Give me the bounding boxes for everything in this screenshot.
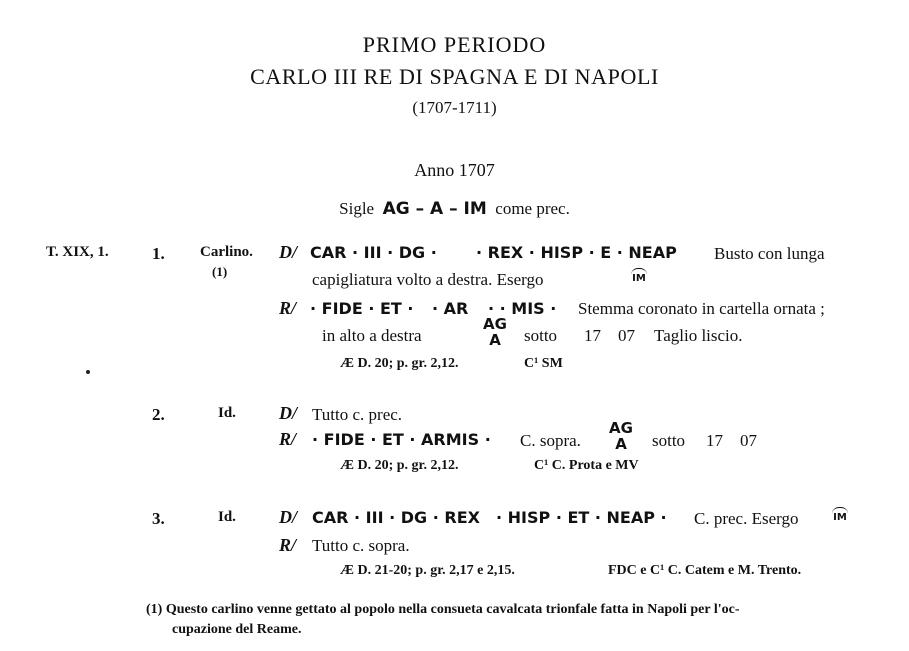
entry-1-note: (1)	[212, 264, 228, 279]
entry-1-year-b: 07	[618, 326, 635, 345]
obverse-symbol-2: D/	[279, 403, 297, 423]
mint-mark-1-bottom: A	[489, 331, 501, 349]
esergo-text-3: IM	[833, 512, 847, 523]
entry-1-specs: Æ D. 20; p. gr. 2,12.	[340, 356, 459, 371]
entry-3-obverse-desc: C. prec. Esergo	[694, 509, 799, 528]
mint-mark-2-top: AG	[609, 419, 633, 437]
reverse-symbol-1: R/	[279, 298, 297, 318]
sigle-label: Sigle	[339, 199, 375, 218]
entry-1-obverse-legend-b: · REX · HISP · E · NEAP	[476, 243, 677, 262]
reverse-symbol-3: R/	[279, 535, 297, 555]
sigle-suffix: come prec.	[495, 199, 570, 218]
plate-reference: T. XIX, 1.	[46, 244, 109, 260]
entry-1-obverse-legend-a: CAR · III · DG ·	[310, 243, 437, 262]
mint-mark-2	[606, 420, 636, 452]
page-speck	[86, 370, 90, 374]
entry-2-obverse-desc: Tutto c. prec.	[312, 405, 403, 424]
entry-3-rarity: FDC e C¹ C. Catem e M. Trento.	[608, 563, 802, 578]
entry-2-number: 2.	[152, 405, 165, 424]
entry-3-number: 3.	[152, 509, 165, 528]
entry-2-name: Id.	[218, 405, 236, 421]
reign-years: (1707-1711)	[412, 98, 497, 117]
entry-1-obverse-desc: Busto con lunga	[714, 244, 825, 263]
footnote-line-1: (1) Questo carlino venne gettato al popolo nella consueta cavalcata trionfale fatta in Napoli per l'oc-	[146, 602, 740, 617]
entry-2-year-a: 17	[706, 431, 723, 450]
entry-2-specs: Æ D. 20; p. gr. 2,12.	[340, 458, 459, 473]
entry-1-reverse-legend-c: · · MIS ·	[488, 299, 557, 318]
entry-1-name: Carlino.	[200, 244, 253, 260]
entry-1-reverse-desc4: Taglio liscio.	[654, 326, 743, 345]
esergo-text-1: IM	[632, 273, 646, 284]
entry-1-number: 1.	[152, 244, 165, 263]
mint-mark-1	[480, 316, 510, 348]
esergo-mark-1	[631, 268, 647, 284]
entry-2-reverse-desc: C. sopra.	[520, 431, 581, 450]
entry-1-year-a: 17	[584, 326, 601, 345]
entry-2-year-b: 07	[740, 431, 757, 450]
ruler-title: CARLO III RE DI SPAGNA E DI NAPOLI	[250, 64, 659, 89]
entry-1-reverse-legend-b: · AR	[432, 299, 469, 318]
entry-3-reverse-desc: Tutto c. sopra.	[312, 536, 410, 555]
entry-1-reverse-desc2: in alto a destra	[322, 326, 422, 345]
sigle-value: AG – A – IM	[382, 199, 487, 219]
entry-1-reverse-legend-a: · FIDE · ET ·	[310, 299, 414, 318]
esergo-mark-3	[832, 507, 848, 523]
entry-3-obverse-legend-a: CAR · III · DG · REX	[312, 508, 480, 527]
entry-1-reverse-desc: Stemma coronato in cartella ornata ;	[578, 299, 825, 318]
entry-1-obverse-desc2: capigliatura volto a destra. Esergo	[312, 270, 544, 289]
entry-2-reverse-desc3: sotto	[652, 431, 686, 450]
mint-mark-1-top: AG	[483, 315, 507, 333]
entry-3-obverse-legend-b: · HISP · ET · NEAP ·	[496, 508, 667, 527]
entry-3-specs: Æ D. 21-20; p. gr. 2,17 e 2,15.	[340, 563, 515, 578]
entry-3-name: Id.	[218, 509, 236, 525]
reverse-symbol-2: R/	[279, 429, 297, 449]
entry-1-reverse-desc3: sotto	[524, 326, 558, 345]
sigle-line	[0, 199, 909, 219]
mint-mark-2-bottom: A	[615, 435, 627, 453]
period-title: PRIMO PERIODO	[362, 32, 547, 57]
entry-1-rarity: C¹ SM	[524, 356, 563, 371]
footnote-line-2: cupazione del Reame.	[172, 622, 302, 637]
obverse-symbol-3: D/	[279, 507, 297, 527]
entry-2-reverse-legend: · FIDE · ET · ARMIS ·	[312, 430, 491, 449]
year-heading: Anno 1707	[414, 160, 495, 180]
entry-2-rarity: C¹ C. Prota e MV	[534, 458, 639, 473]
obverse-symbol-1: D/	[279, 242, 297, 262]
